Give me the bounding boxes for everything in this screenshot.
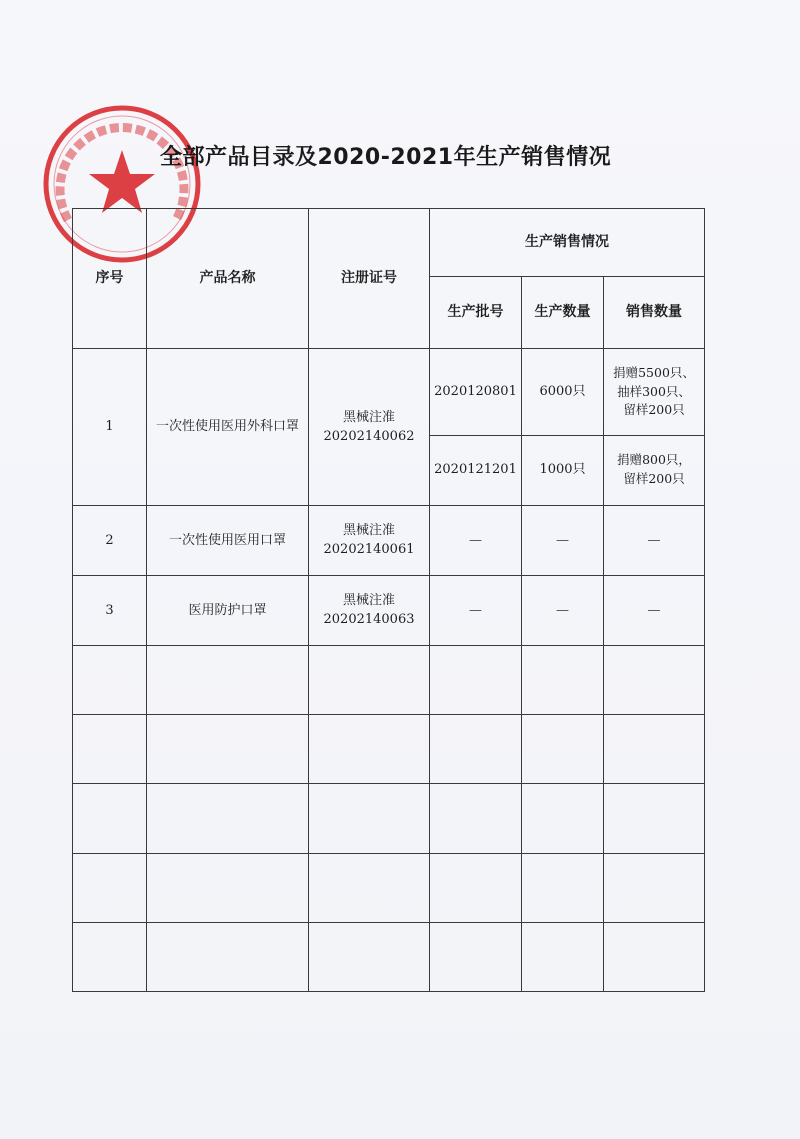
sales-line: 捐赠800只， bbox=[617, 452, 691, 468]
cell-registration-no bbox=[309, 349, 430, 505]
header-registration-no: 注册证号 bbox=[309, 209, 430, 349]
cell-production-qty: — bbox=[522, 575, 604, 645]
cell-production-qty: 6000只 bbox=[522, 349, 604, 435]
empty-row bbox=[73, 715, 705, 784]
registration-number: 20202140061 bbox=[323, 542, 415, 558]
table-row bbox=[73, 349, 705, 435]
registration-number: 20202140063 bbox=[323, 612, 415, 628]
empty-row bbox=[73, 646, 705, 715]
cell-seq: 3 bbox=[73, 575, 147, 645]
header-production-sales: 生产销售情况 bbox=[430, 209, 705, 277]
cell-sales-qty: — bbox=[604, 575, 705, 645]
sales-line: 捐赠5500只、 bbox=[613, 364, 695, 380]
document-title: 全部产品目录及2020-2021年生产销售情况 bbox=[160, 145, 612, 170]
cell-batch-no: 2020121201 bbox=[430, 435, 522, 505]
star-icon bbox=[89, 150, 155, 213]
cell-sales-qty bbox=[604, 349, 705, 435]
cell-seq: 1 bbox=[73, 349, 147, 505]
sales-line: 留样200只 bbox=[623, 471, 685, 487]
empty-row bbox=[73, 784, 705, 853]
header-production-qty: 生产数量 bbox=[522, 277, 604, 349]
cell-production-qty: — bbox=[522, 505, 604, 575]
registration-prefix: 黑械注准 bbox=[342, 592, 395, 608]
cell-batch-no: 2020120801 bbox=[430, 349, 522, 435]
registration-prefix: 黑械注准 bbox=[342, 522, 395, 538]
registration-number: 20202140062 bbox=[323, 429, 415, 445]
cell-batch-no: — bbox=[430, 505, 522, 575]
header-seq: 序号 bbox=[73, 209, 147, 349]
cell-registration-no bbox=[309, 505, 430, 575]
cell-production-qty: 1000只 bbox=[522, 435, 604, 505]
table-row bbox=[73, 505, 705, 575]
header-sales-qty: 销售数量 bbox=[604, 277, 705, 349]
cell-batch-no: — bbox=[430, 575, 522, 645]
header-batch-no: 生产批号 bbox=[430, 277, 522, 349]
cell-product-name: 一次性使用医用外科口罩 bbox=[147, 349, 309, 505]
table-row bbox=[73, 575, 705, 645]
product-table bbox=[72, 208, 705, 992]
header-product-name: 产品名称 bbox=[147, 209, 309, 349]
sales-line: 留样200只 bbox=[623, 402, 685, 418]
cell-sales-qty bbox=[604, 435, 705, 505]
sales-line: 抽样300只、 bbox=[617, 383, 691, 399]
cell-product-name: 医用防护口罩 bbox=[147, 575, 309, 645]
cell-registration-no bbox=[309, 575, 430, 645]
empty-row bbox=[73, 922, 705, 991]
registration-prefix: 黑械注准 bbox=[342, 409, 395, 425]
cell-seq: 2 bbox=[73, 505, 147, 575]
cell-sales-qty: — bbox=[604, 505, 705, 575]
empty-row bbox=[73, 853, 705, 922]
cell-product-name: 一次性使用医用口罩 bbox=[147, 505, 309, 575]
